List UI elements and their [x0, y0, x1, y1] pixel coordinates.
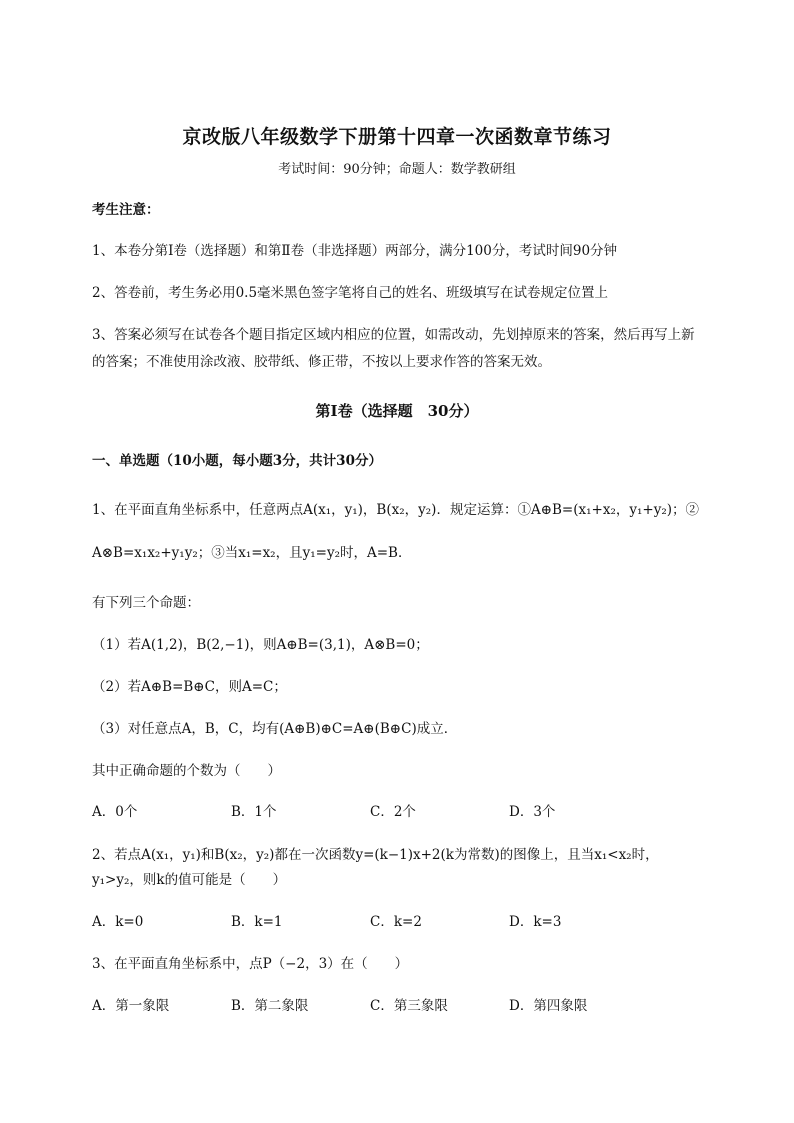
question-1-option-d[interactable]: D．3个	[509, 804, 556, 820]
question-3-option-a[interactable]: A．第一象限	[92, 998, 170, 1014]
question-1-line: A⊗B=x₁x₂+y₁y₂；③当x₁=x₂，且y₁=y₂时，A=B．	[92, 545, 412, 561]
notice-heading: 考生注意：	[92, 202, 160, 218]
page-subtitle: 考试时间：90分钟；命题人：数学教研组	[278, 162, 516, 177]
notice-item: 2、答卷前，考生务必用0.5毫米黑色签字笔将自己的姓名、班级填写在试卷规定位置上	[92, 285, 609, 301]
question-2-option-a[interactable]: A．k=0	[92, 914, 144, 930]
question-1-line: （3）对任意点A，B，C，均有(A⊕B)⊕C=A⊕(B⊕C)成立．	[92, 721, 458, 737]
section-title: 第I卷（选择题 30分）	[315, 402, 479, 420]
question-1-option-b[interactable]: B．1个	[231, 804, 277, 820]
question-1-line: （2）若A⊕B=B⊕C，则A=C；	[92, 679, 287, 695]
question-1-option-a[interactable]: A．0个	[92, 804, 138, 820]
question-2-line: 2、若点A(x₁，y₁)和B(x₂，y₂)都在一次函数y=(k−1)x+2(k为常数)的图像上，且当x₁<x₂时，	[92, 847, 659, 863]
question-2-line: y₁>y₂，则k的值可能是（ ）	[92, 872, 287, 888]
part-heading: 一、单选题（10小题，每小题3分，共计30分）	[92, 453, 382, 469]
notice-item: 1、本卷分第I卷（选择题）和第Ⅱ卷（非选择题）两部分，满分100分，考试时间90分钟	[92, 243, 618, 259]
question-3-option-c[interactable]: C．第三象限	[370, 998, 448, 1014]
question-3-option-d[interactable]: D．第四象限	[509, 998, 588, 1014]
question-1-line: 其中正确命题的个数为（ ）	[92, 763, 281, 779]
question-3-option-b[interactable]: B．第二象限	[231, 998, 309, 1014]
notice-item: 3、答案必须写在试卷各个题目指定区域内相应的位置，如需改动，先划掉原来的答案，然后再写上新	[92, 327, 695, 343]
question-2-option-b[interactable]: B．k=1	[231, 914, 283, 930]
question-1-line: 1、在平面直角坐标系中，任意两点A(x₁，y₁)，B(x₂，y₂)．规定运算：①A⊕B=(x₁+x₂，y₁+y₂)；②	[92, 502, 700, 518]
question-1-option-c[interactable]: C．2个	[370, 804, 416, 820]
question-1-line: （1）若A(1,2)，B(2,−1)，则A⊕B=(3,1)，A⊗B=0；	[92, 637, 429, 653]
question-2-option-d[interactable]: D．k=3	[509, 914, 562, 930]
question-1-line: 有下列三个命题：	[92, 595, 200, 611]
question-3-line: 3、在平面直角坐标系中，点P（−2，3）在（ ）	[92, 956, 409, 972]
notice-item: 的答案；不准使用涂改液、胶带纸、修正带，不按以上要求作答的答案无效。	[92, 354, 551, 370]
page-title: 京改版八年级数学下册第十四章一次函数章节练习	[182, 126, 612, 148]
question-2-option-c[interactable]: C．k=2	[370, 914, 422, 930]
